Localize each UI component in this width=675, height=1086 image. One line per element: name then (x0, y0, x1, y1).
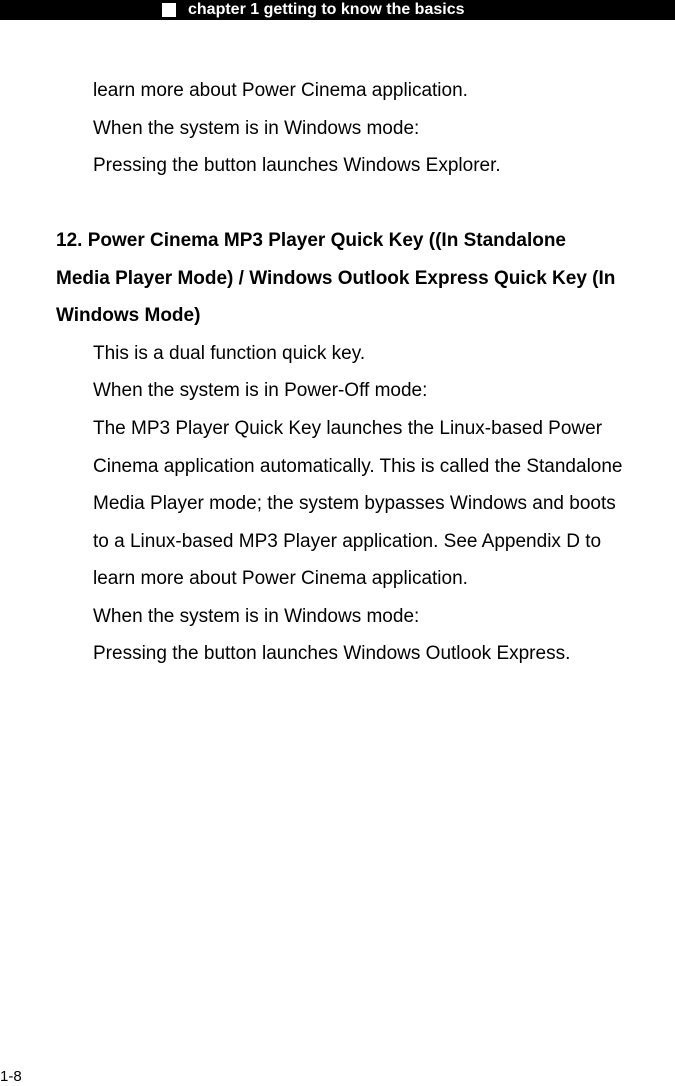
header-square-icon (162, 3, 176, 17)
chapter-header (162, 0, 465, 20)
intro-line-2: When the system is in Windows mode: (93, 118, 420, 139)
body-line-7: learn more about Power Cinema application. (93, 568, 468, 589)
body-line-3: The MP3 Player Quick Key launches the Linux-based Power (93, 418, 603, 439)
section-heading-line-1: 12. Power Cinema MP3 Player Quick Key ((In Standalone (56, 230, 567, 251)
body-line-5: Media Player mode; the system bypasses Windows and boots (93, 493, 616, 514)
body-line-2: When the system is in Power-Off mode: (93, 380, 428, 401)
page-number: 1-8 (0, 1068, 22, 1085)
body-line-9: Pressing the button launches Windows Outlook Express. (93, 643, 571, 664)
chapter-title: chapter 1 getting to know the basics (188, 1, 465, 18)
body-line-1: This is a dual function quick key. (93, 343, 366, 364)
intro-line-3: Pressing the button launches Windows Explorer. (93, 155, 501, 176)
chapter-header-bar (0, 0, 675, 20)
section-heading-line-3: Windows Mode) (56, 305, 201, 326)
body-line-6: to a Linux-based MP3 Player application. See Appendix D to (93, 531, 602, 552)
section-heading-line-2: Media Player Mode) / Windows Outlook Express Quick Key (In (56, 268, 616, 289)
intro-line-1: learn more about Power Cinema application. (93, 80, 468, 101)
body-line-4: Cinema application automatically. This is called the Standalone (93, 456, 623, 477)
body-line-8: When the system is in Windows mode: (93, 606, 420, 627)
